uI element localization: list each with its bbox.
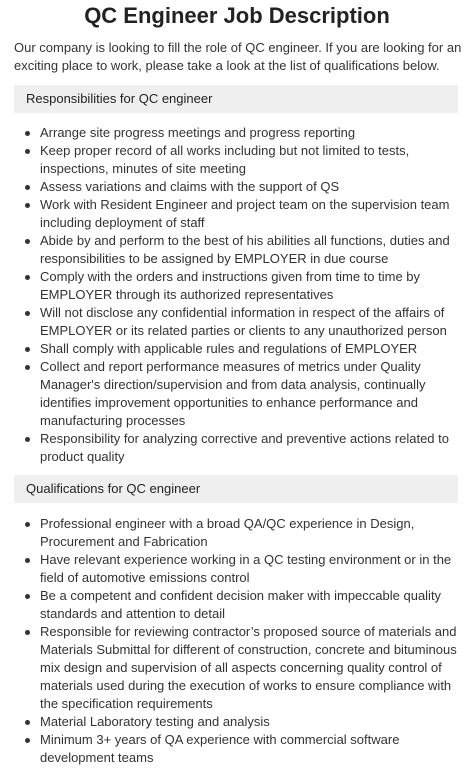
list-item: Minimum 3+ years of QA experience with commercial software development teams bbox=[14, 731, 466, 767]
list-item: Work with Resident Engineer and project team on the supervision team including deployment of staff bbox=[14, 196, 466, 232]
responsibilities-heading: Responsibilities for QC engineer bbox=[14, 85, 458, 113]
list-item: Collect and report performance measures of metrics under Quality Manager's direction/supervision and from data analysis, continually identifies improvement opportunities to enhance performance and manufacturing processes bbox=[14, 358, 466, 430]
list-item: Professional engineer with a broad QA/QC experience in Design, Procurement and Fabrication bbox=[14, 515, 466, 551]
list-item: Responsibility for analyzing corrective and preventive actions related to product quality bbox=[14, 430, 466, 466]
list-item: Keep proper record of all works including but not limited to tests, inspections, minutes of site meeting bbox=[14, 142, 466, 178]
list-item: Shall comply with applicable rules and regulations of EMPLOYER bbox=[14, 340, 466, 358]
list-item: Will not disclose any confidential information in respect of the affairs of EMPLOYER or its related parties or clients to any unauthorized person bbox=[14, 304, 466, 340]
list-item: Comply with the orders and instructions given from time to time by EMPLOYER through its authorized representatives bbox=[14, 268, 466, 304]
qualifications-heading: Qualifications for QC engineer bbox=[14, 475, 458, 503]
list-item: Be a competent and confident decision maker with impeccable quality standards and attention to detail bbox=[14, 587, 466, 623]
responsibilities-list bbox=[14, 124, 466, 466]
list-item: Abide by and perform to the best of his abilities all functions, duties and responsibilities to be assigned by EMPLOYER in due course bbox=[14, 232, 466, 268]
list-item: Arrange site progress meetings and progress reporting bbox=[14, 124, 466, 142]
intro-paragraph: Our company is looking to fill the role of QC engineer. If you are looking for an exciting place to work, please take a look at the list of qualifications below. bbox=[14, 40, 462, 73]
list-item: Assess variations and claims with the support of QS bbox=[14, 178, 466, 196]
qualifications-list bbox=[14, 515, 466, 767]
page-title: QC Engineer Job Description bbox=[84, 3, 390, 28]
list-item: Responsible for reviewing contractor’s proposed source of materials and Materials Submittal for different of construction, concrete and bituminous mix design and supervision of all aspects concerning quality control of materials used during the execution of works to ensure compliance with the specification requirements bbox=[14, 623, 466, 713]
list-item: Have relevant experience working in a QC testing environment or in the field of automotive emissions control bbox=[14, 551, 466, 587]
list-item: Material Laboratory testing and analysis bbox=[14, 713, 466, 731]
